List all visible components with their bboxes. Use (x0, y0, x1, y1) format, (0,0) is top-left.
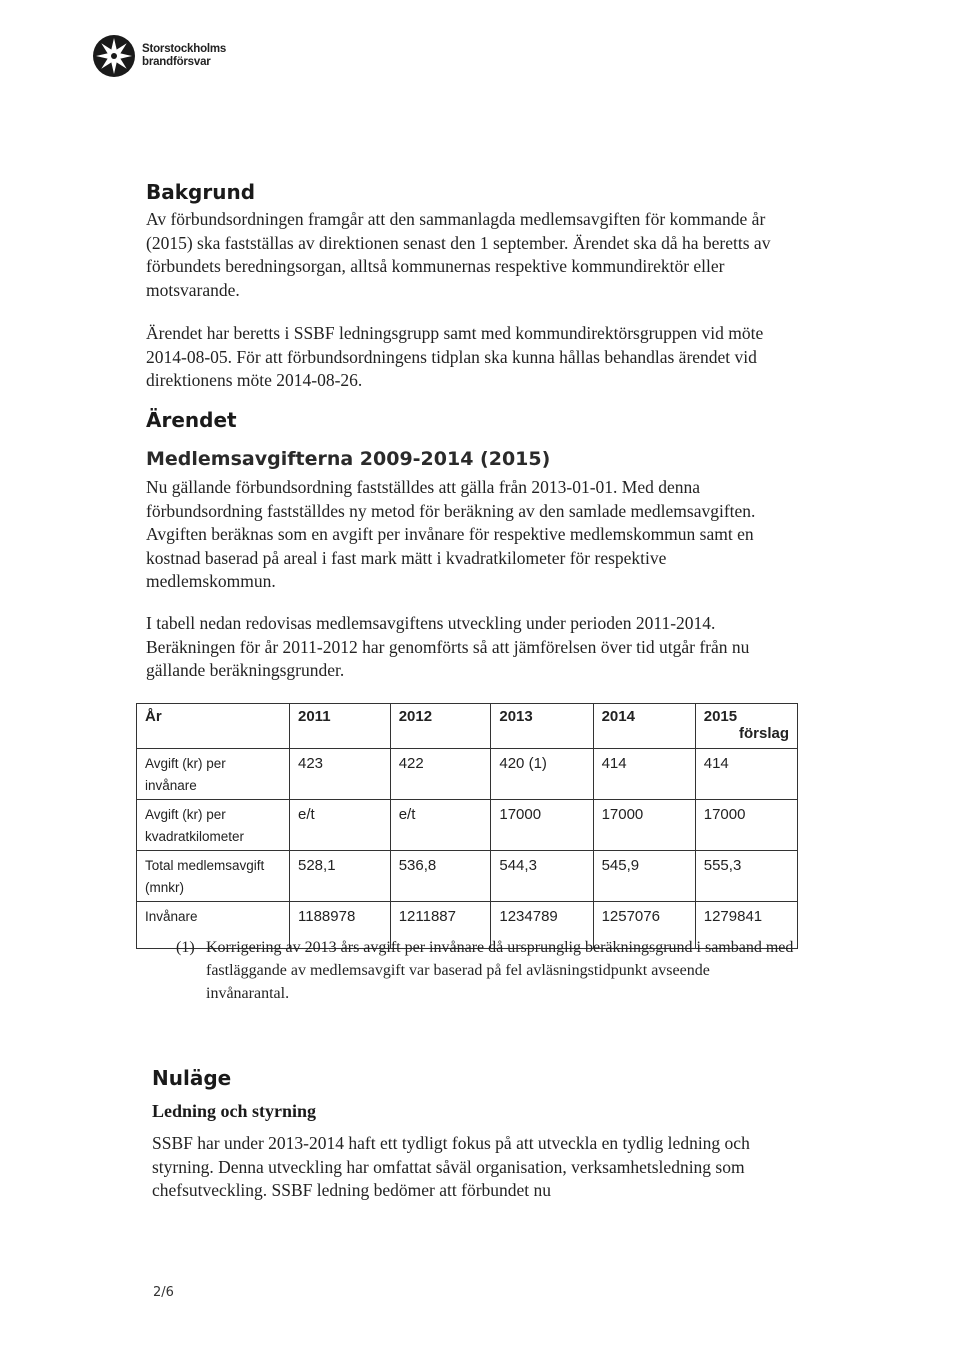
paragraph-nulage-1: SSBF har under 2013-2014 haft ett tydligt fokus på att utveckla en tydlig ledning och styrning. Denna utveckling har omfattat såväl organisation, verksamhetsledning som chefsutveckling. SSBF ledning bedömer att förbundet nu (152, 1133, 750, 1200)
heading-bakgrund: Bakgrund (146, 180, 256, 204)
table-header-row (137, 704, 798, 749)
table-row (137, 800, 798, 851)
table-cell: 17000 (491, 800, 593, 851)
header-year-2015: 2015 (703, 708, 738, 725)
row-label: Avgift (kr) per kvadratkilometer (137, 800, 290, 851)
page-number: 2/6 (153, 1285, 174, 1300)
logo-text (142, 43, 226, 69)
footnote (176, 936, 796, 1005)
table-cell: 1234789 (491, 902, 593, 949)
table-header-cell: 2012 (390, 704, 491, 749)
paragraph-bakgrund-2: Ärendet har beretts i SSBF ledningsgrupp samt med kommundirektörsgruppen vid möte 2014-08-05. För att förbundsordningens tidplan ska kunna hållas behandlas ärendet vid direktionens möte 2014-08-26. (146, 323, 764, 390)
table-cell: e/t (390, 800, 491, 851)
table-cell: 1211887 (390, 902, 491, 949)
subheading-ledning: Ledning och styrning (152, 1101, 317, 1121)
paragraph-arendet-2: I tabell nedan redovisas medlemsavgiftens utveckling under perioden 2011-2014. Beräkningen för år 2011-2012 har genomförts så att jämförelsen över tid utgår från nu gällande beräkningsgrunder. (146, 613, 750, 680)
table-cell: 1188978 (290, 902, 391, 949)
table-cell: 544,3 (491, 851, 593, 902)
heading-nulage: Nuläge (152, 1066, 232, 1090)
table-cell: 422 (390, 749, 491, 800)
table-cell: 555,3 (695, 851, 797, 902)
table-cell: 528,1 (290, 851, 391, 902)
table-header-cell: 2011 (290, 704, 391, 749)
table-cell: 414 (593, 749, 695, 800)
table-cell: 17000 (593, 800, 695, 851)
row-label: Invånare (137, 902, 290, 949)
table-header-cell: 2013 (491, 704, 593, 749)
table-cell: 414 (695, 749, 797, 800)
table-header-cell (695, 704, 797, 749)
table-header-cell: År (137, 704, 290, 749)
footnote-marker: (1) (176, 939, 195, 956)
table-cell: 420 (1) (491, 749, 593, 800)
table-cell: 1279841 (695, 902, 797, 949)
paragraph-arendet-1: Nu gällande förbundsordning fastställdes att gälla från 2013-01-01. Med denna förbundsordning fastställdes ny metod för beräkning av den samlade medlemsavgiften. Avgiften beräknas som en avgift per invånare för respektive medlemskommun samt en kostnad baserad på areal i fast mark mätt i kvadratkilometer för respektive medlemskommun. (146, 477, 756, 591)
logo (92, 34, 226, 78)
paragraph-bakgrund-1: Av förbundsordningen framgår att den sammanlagda medlemsavgiften för kommande år (2015) ska fastställas av direktionen senast den 1 september. Ärendet ska då ha beretts av förbundets beredningsorgan, alltså kommunernas respektive kommundirektör eller motsvarande. (146, 209, 771, 300)
table-row (137, 851, 798, 902)
logo-line-2: brandförsvar (142, 56, 211, 68)
table-header-cell: 2014 (593, 704, 695, 749)
table-cell: 1257076 (593, 902, 695, 949)
table-cell: 536,8 (390, 851, 491, 902)
logo-line-1: Storstockholms (142, 43, 227, 55)
table-row (137, 749, 798, 800)
row-label: Total medlemsavgift (mnkr) (137, 851, 290, 902)
table-cell: 423 (290, 749, 391, 800)
header-forslag: förslag (738, 725, 789, 742)
table-cell: 17000 (695, 800, 797, 851)
footnote-text: Korrigering av 2013 års avgift per invånare då ursprunglig beräkningsgrund i samband med fastläggande av medlemsavgift var baserad på fel avläsningstidpunkt avseende invånarantal. (206, 939, 794, 1002)
subheading-medlemsavgifterna: Medlemsavgifterna 2009-2014 (2015) (146, 448, 551, 470)
table-cell: e/t (290, 800, 391, 851)
emblem-star-icon (92, 34, 136, 78)
row-label: Avgift (kr) per invånare (137, 749, 290, 800)
table-cell: 545,9 (593, 851, 695, 902)
fee-table (136, 703, 798, 949)
heading-arendet: Ärendet (146, 408, 237, 432)
